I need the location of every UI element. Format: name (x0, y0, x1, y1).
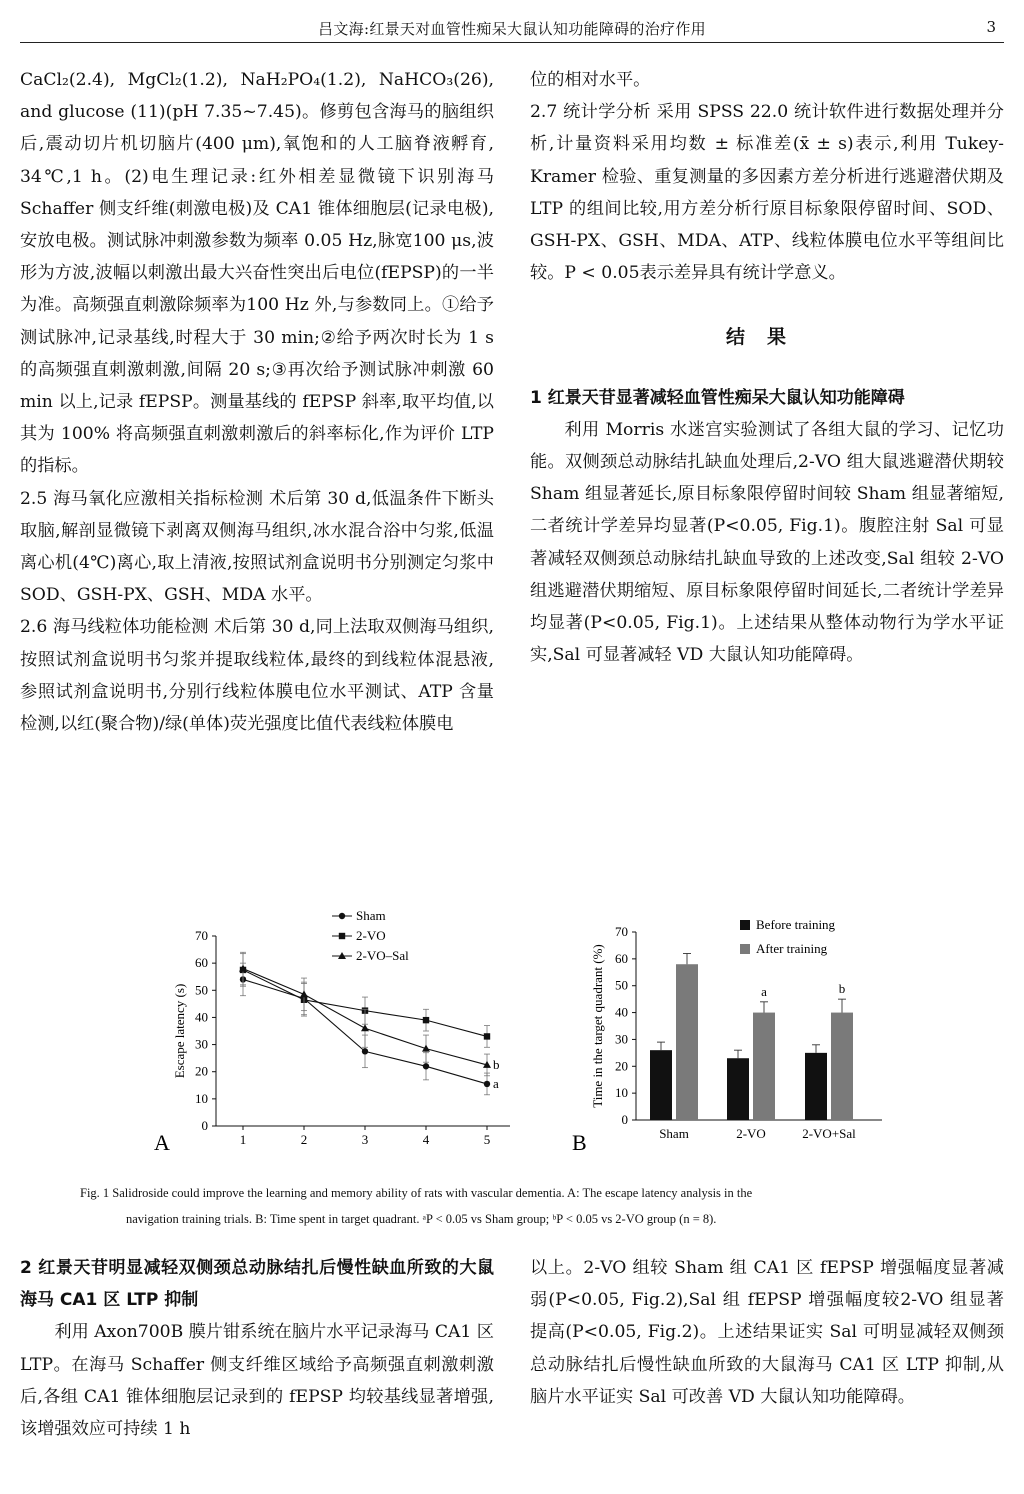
panel-a-data-point (361, 1024, 369, 1031)
panel-a-data-point (300, 990, 308, 997)
panel-b-bar (831, 1013, 853, 1120)
panel-a-data-point (484, 1081, 490, 1087)
panel-b-legend-swatch (740, 944, 750, 954)
panel-a-data-point (423, 1017, 429, 1023)
panel-b-y-tick-label: 20 (615, 1058, 628, 1074)
results-paragraph-2: 利用 Axon700B 膜片钳系统在脑片水平记录海马 CA1 区 LTP。在海马 Schaffer 侧支纤维区域给予高频强直刺激刺激后,各组 CA1 锥体细胞层记录到的 fEPSP 均较基线显著增强,该增强效应可持续 1 h (20, 1322, 494, 1440)
bottom-left-column (20, 1252, 494, 1445)
figure-caption (80, 1180, 960, 1232)
panel-a-legend-label: 2-VO (356, 928, 386, 943)
panel-a-significance-label: b (493, 1056, 500, 1072)
results-paragraph-2-continued: 以上。2-VO 组较 Sham 组 CA1 区 fEPSP 增强幅度显著减弱(P<0.05, Fig.2),Sal 组 fEPSP 增强幅度较2-VO 组显著提高(P<0.05, Fig.2)。上述结果证实 Sal 可明显减轻双侧颈总动脉结扎后慢性缺血所致的大鼠海马 CA1 区 LTP 抑制,从脑片水平证实 Sal 可改善 VD 大鼠认知功能障碍。 (530, 1258, 1004, 1407)
panel-a-data-point (362, 1048, 368, 1054)
methods-paragraph-mitochondria: 2.6 海马线粒体功能检测 术后第 30 d,同上法取双侧海马组织,按照试剂盒说明书匀浆并提取线粒体,最终的到线粒体混悬液,参照试剂盒说明书,分别行线粒体膜电位水平测试、ATP 含量检测,以红(聚合物)/绿(单体)荧光强度比值代表线粒体膜电 (20, 617, 494, 735)
methods-paragraph-electrophysiology: CaCl₂(2.4), MgCl₂(1.2), NaH₂PO₄(1.2), NaHCO₃(26), and glucose (11)(pH 7.35~7.45)。修剪包含海马的脑组织后,震动切片机切脑片(400 μm),氧饱和的人工脑脊液孵育, 34℃,1 h。(2)电生理记录:红外相差显微镜下识别海马 Schaffer 侧支纤维(刺激电极)及 CA1 锥体细胞层(记录电极),安放电极。测试脉冲刺激参数为频率 0.05 Hz,脉宽100 μs,波形为方波,波幅以刺激出最大兴奋性突出后电位(fEPSP)的一半为准。高频强直刺激除频率为100 Hz 外,与参数同上。①给予测试脉冲,记录基线,时程大于 30 min;②给予两次时长为 1 s 的高频强直刺激刺激,间隔 20 s;③再次给予测试脉冲刺激 60 min 以上,记录 fEPSP。测量基线的 fEPSP 斜率,取平均值,以其为 100% 将高频强直刺激刺激后的斜率标化,作为评价 LTP 的指标。 (20, 70, 494, 477)
panel-a-y-tick-label: 30 (195, 1036, 208, 1052)
bottom-right-column (530, 1252, 1004, 1413)
panel-a-x-tick-label: 1 (239, 1132, 247, 1147)
page-number: 3 (986, 18, 996, 36)
figure-1 (140, 898, 900, 1160)
continuation-text: 位的相对水平。 (530, 70, 651, 90)
panel-a-y-tick-label: 60 (195, 955, 208, 971)
panel-b-legend-label: Before training (756, 917, 836, 932)
panel-b-significance-label: a (761, 983, 767, 999)
panel-b-y-tick-label: 50 (615, 977, 628, 993)
panel-a-legend-marker (339, 913, 345, 919)
panel-a-x-tick-label: 3 (361, 1132, 369, 1147)
panel-b-bar (676, 964, 698, 1120)
results-paragraph-1: 利用 Morris 水迷宫实验测试了各组大鼠的学习、记忆功能。双侧颈总动脉结扎缺血处理后,2-VO 组大鼠逃避潜伏期较 Sham 组显著延长,原目标象限停留时间较 Sham 组显著缩短,二者统计学差异均显著(P<0.05, Fig.1)。腹腔注射 Sal 可显著减轻双侧颈总动脉结扎缺血导致的上述改变,Sal 组较 2-VO 组逃避潜伏期缩短、原目标象限停留时间延长,二者统计学差异均显著(P<0.05, Fig.1)。上述结果从整体动物行为学水平证实,Sal 可显著减轻 VD 大鼠认知功能障碍。 (530, 419, 1004, 666)
panel-a-significance-label: a (493, 1075, 499, 1091)
panel-a-data-point (423, 1063, 429, 1069)
panel-a-y-axis-label: Escape latency (s) (172, 983, 187, 1079)
panel-b-y-tick-label: 40 (615, 1004, 628, 1020)
panel-a-y-tick-label: 50 (195, 982, 208, 998)
panel-a-y-tick-label: 20 (195, 1063, 208, 1079)
results-subtitle-1: 1 红景天苷显著减轻血管性痴呆大鼠认知功能障碍 (530, 387, 905, 408)
left-column (20, 64, 494, 740)
panel-a-x-tick-label: 5 (483, 1132, 491, 1147)
panel-a-data-point (484, 1033, 490, 1039)
panel-a-x-tick-label: 4 (422, 1132, 430, 1147)
methods-paragraph-oxidative-stress: 2.5 海马氧化应激相关指标检测 术后第 30 d,低温条件下断头取脑,解剖显微镜下剥离双侧海马组织,冰水混合浴中匀浆,低温离心机(4℃)离心,取上清液,按照试剂盒说明书分别测定匀浆中 SOD、GSH-PX、GSH、MDA 水平。 (20, 488, 494, 606)
panel-b-y-tick-label: 0 (621, 1112, 628, 1127)
panel-b-y-tick-label: 70 (615, 924, 628, 939)
panel-b-legend-swatch (740, 920, 750, 930)
panel-b-bar (805, 1053, 827, 1120)
panel-b-category-label: 2-VO (736, 1126, 766, 1141)
panel-a-y-tick-label: 40 (195, 1009, 208, 1025)
panel-b-category-label: 2-VO+Sal (802, 1126, 856, 1141)
results-subtitle-2: 2 红景天苷明显减轻双侧颈总动脉结扎后慢性缺血所致的大鼠海马 CA1 区 LTP 抑制 (20, 1258, 494, 1311)
panel-a-y-tick-label: 0 (201, 1118, 208, 1133)
methods-paragraph-statistics: 2.7 统计学分析 采用 SPSS 22.0 统计软件进行数据处理并分析,计量资料采用均数 ± 标准差(x̄ ± s)表示,利用 Tukey-Kramer 检验、重复测量的多因素方差分析进行逃避潜伏期及 LTP 的组间比较,用方差分析行原目标象限停留时间、SOD、GSH-PX、GSH、MDA、ATP、线粒体膜电位水平等组间比较。P < 0.05表示差异具有统计学意义。 (530, 102, 1004, 284)
panel-b-label: B (572, 1130, 587, 1155)
panel-b-bar (727, 1058, 749, 1120)
panel-a-legend-label: Sham (356, 908, 386, 923)
running-title: 吕文海:红景天对血管性痴呆大鼠认知功能障碍的治疗作用 (318, 20, 706, 38)
panel-b-legend-label: After training (756, 941, 828, 956)
panel-b-significance-label: b (838, 981, 846, 997)
results-heading: 结果 (725, 326, 808, 349)
right-column (530, 64, 1004, 671)
panel-a-y-tick-label: 10 (195, 1090, 208, 1106)
panel-a-label: A (154, 1130, 170, 1155)
panel-a-legend-label: 2-VO–Sal (356, 948, 409, 963)
panel-b-bar (753, 1013, 775, 1120)
running-header (20, 8, 1004, 43)
panel-a-y-tick-label: 70 (195, 928, 208, 943)
caption-line-2: navigation training trials. B: Time spent in target quadrant. ᵃP < 0.05 vs Sham group; ᵇP < 0.05 vs 2-VO group (n = 8). (126, 1212, 717, 1226)
panel-b-category-label: Sham (659, 1126, 689, 1141)
panel-a-legend-marker (339, 933, 345, 939)
panel-b-y-tick-label: 30 (615, 1031, 628, 1047)
panel-b-y-axis-label: Time in the target quadrant (%) (590, 944, 605, 1108)
panel-a-x-tick-label: 2 (300, 1132, 308, 1147)
caption-line-1: Fig. 1 Salidroside could improve the learning and memory ability of rats with vascular dementia. A: The escape latency analysis in the (80, 1186, 753, 1200)
figure-1-svg (140, 898, 900, 1160)
panel-b-y-tick-label: 60 (615, 950, 628, 966)
panel-b-bar (650, 1050, 672, 1120)
panel-b-y-tick-label: 10 (615, 1085, 628, 1101)
